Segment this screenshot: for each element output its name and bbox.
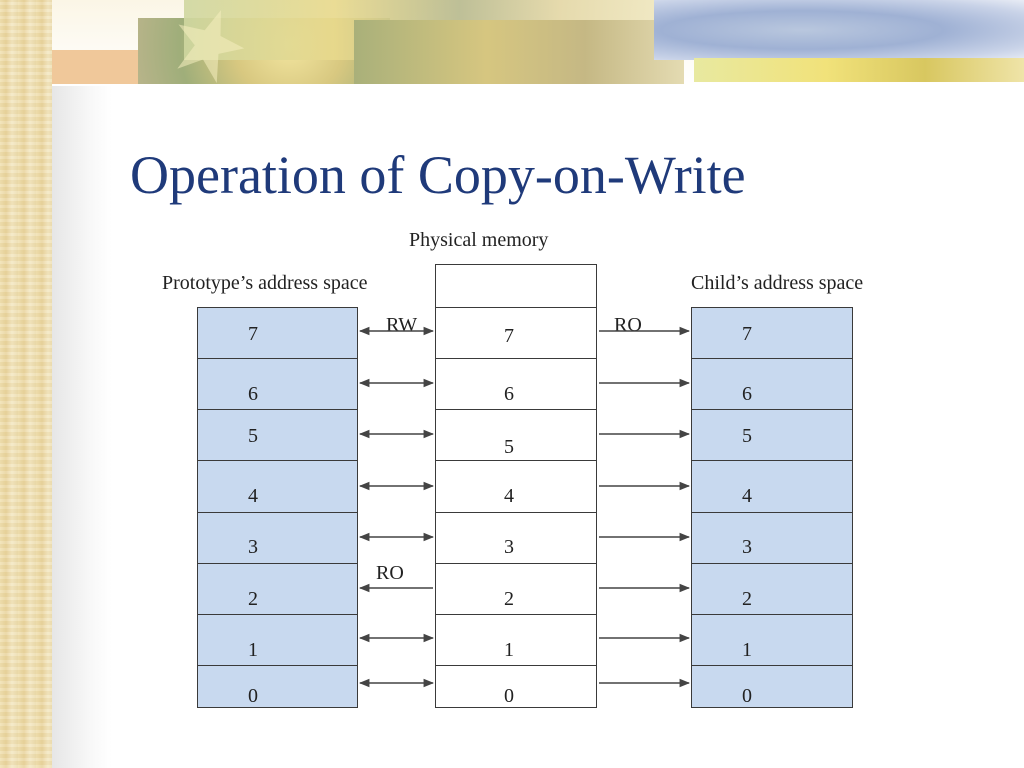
physical-page-number: 7 [504,325,514,347]
child-page-number: 1 [742,639,752,661]
prototype-page-number: 7 [248,323,258,345]
child-page-number: 3 [742,536,752,558]
rw-annotation: RW [386,314,418,336]
child-page-number: 6 [742,383,752,405]
child-page-number: 7 [742,323,752,345]
physical-page-number: 1 [504,639,514,661]
slide-title: Operation of Copy-on-Write [130,145,746,205]
child-page-number: 5 [742,425,752,447]
ro-annotation-prototype: RO [376,562,404,584]
prototype-page-number: 0 [248,685,258,707]
prototype-page-number: 2 [248,588,258,610]
child-page-number: 0 [742,685,752,707]
prototype-page-number: 4 [248,485,258,507]
prototype-page-number: 3 [248,536,258,558]
prototype-page-number: 1 [248,639,258,661]
physical-page-number: 4 [504,485,514,507]
child-page-number: 4 [742,485,752,507]
physical-memory-label: Physical memory [409,229,549,251]
physical-page-number: 5 [504,436,514,458]
physical-page-number: 3 [504,536,514,558]
ro-annotation-child: RO [614,314,642,336]
physical-page-number: 2 [504,588,514,610]
child-address-space-label: Child’s address space [691,272,864,294]
prototype-address-space-label: Prototype’s address space [162,272,368,294]
physical-page-number: 6 [504,383,514,405]
physical-page-number: 0 [504,685,514,707]
prototype-page-number: 6 [248,383,258,405]
prototype-page-number: 5 [248,425,258,447]
child-page-number: 2 [742,588,752,610]
